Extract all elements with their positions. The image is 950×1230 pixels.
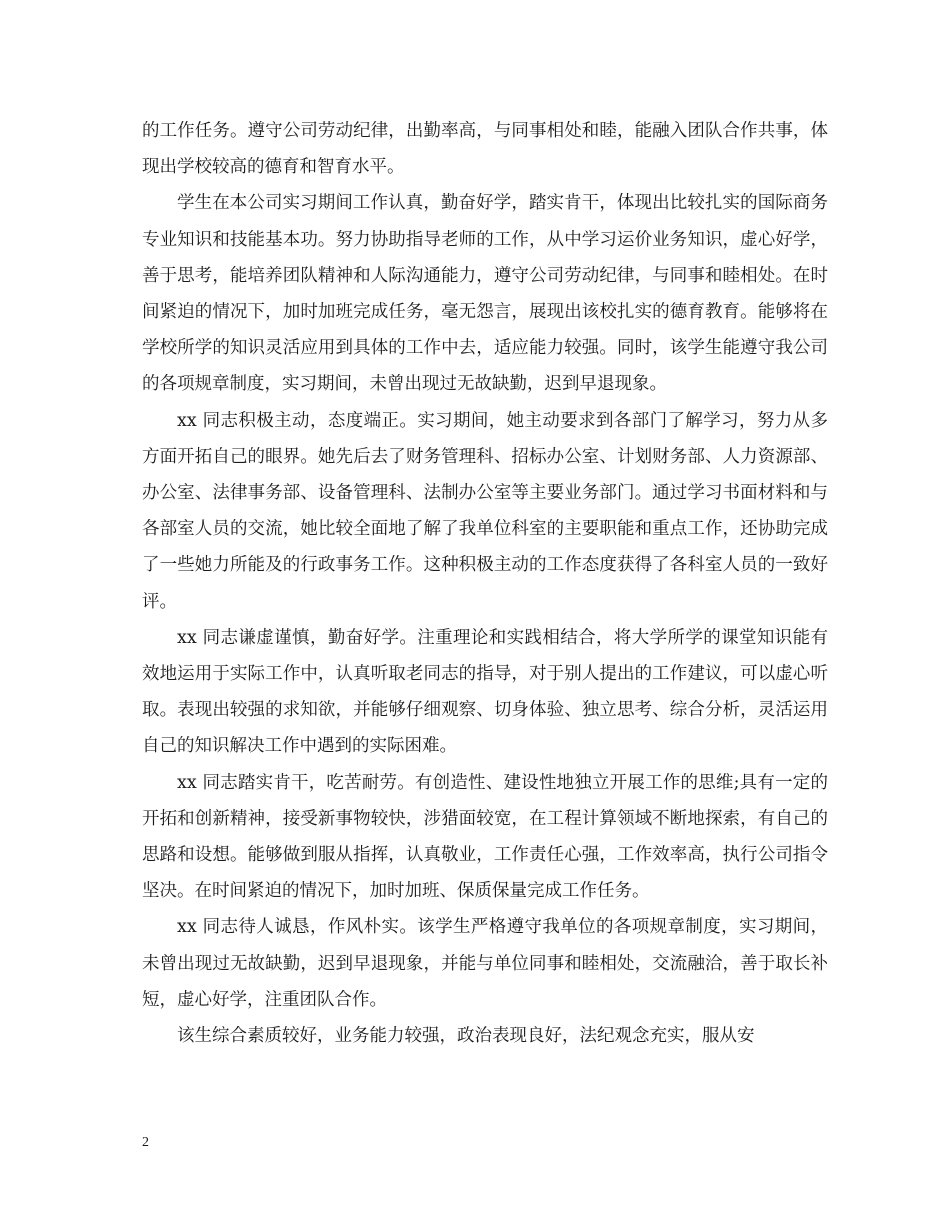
paragraph: xx 同志踏实肯干，吃苦耐劳。有创造性、建设性地独立开展工作的思维;具有一定的开拓和创新精神，接受新事物较快，涉猎面较宽，在工程计算领域不断地探索，有自己的思路和设想。能够做到服从指挥，认真敬业，工作责任心强，工作效率高，执行公司指令坚决。在时间紧迫的情况下，加时加班、保质保量完成工作任务。	[142, 772, 828, 902]
paragraph: xx 同志谦虚谨慎，勤奋好学。注重理论和实践相结合，将大学所学的课堂知识能有效地运用于实际工作中，认真听取老同志的指导，对于别人提出的工作建议，可以虚心听取。表现出较强的求知欲，并能够仔细观察、切身体验、独立思考、综合分析，灵活运用自己的知识解决工作中遇到的实际困难。	[142, 627, 828, 757]
paragraph: 学生在本公司实习期间工作认真，勤奋好学，踏实肯干，体现出比较扎实的国际商务专业知识和技能基本功。努力协助指导老师的工作，从中学习运价业务知识，虚心好学，善于思考，能培养团队精神和人际沟通能力，遵守公司劳动纪律，与同事和睦相处。在时间紧迫的情况下，加时加班完成任务，毫无怨言，展现出该校扎实的德育教育。能够将在学校所学的知识灵活应用到具体的工作中去，适应能力较强。同时，该学生能遵守我公司的各项规章制度，实习期间，未曾出现过无故缺勤，迟到早退现象。	[142, 193, 828, 395]
paragraph-continuation: 的工作任务。遵守公司劳动纪律，出勤率高，与同事相处和睦，能融入团队合作共事，体现出学校较高的德育和智育水平。	[142, 121, 828, 178]
paragraph: xx 同志积极主动，态度端正。实习期间，她主动要求到各部门了解学习，努力从多方面开拓自己的眼界。她先后去了财务管理科、招标办公室、计划财务部、人力资源部、办公室、法律事务部、设备管理科、法制办公室等主要业务部门。通过学习书面材料和与各部室人员的交流，她比较全面地了解了我单位科室的主要职能和重点工作，还协助完成了一些她力所能及的行政事务工作。这种积极主动的工作态度获得了各科室人员的一致好评。	[142, 410, 828, 612]
paragraph: xx 同志待人诚恳，作风朴实。该学生严格遵守我单位的各项规章制度，实习期间，未曾出现过无故缺勤，迟到早退现象，并能与单位同事和睦相处，交流融洽，善于取长补短，虚心好学，注重团队合作。	[142, 917, 828, 1010]
document-body	[142, 113, 828, 1054]
page-number: 2	[142, 1135, 149, 1150]
paragraph: 该生综合素质较好，业务能力较强，政治表现良好，法纪观念充实，服从安	[177, 1026, 755, 1047]
